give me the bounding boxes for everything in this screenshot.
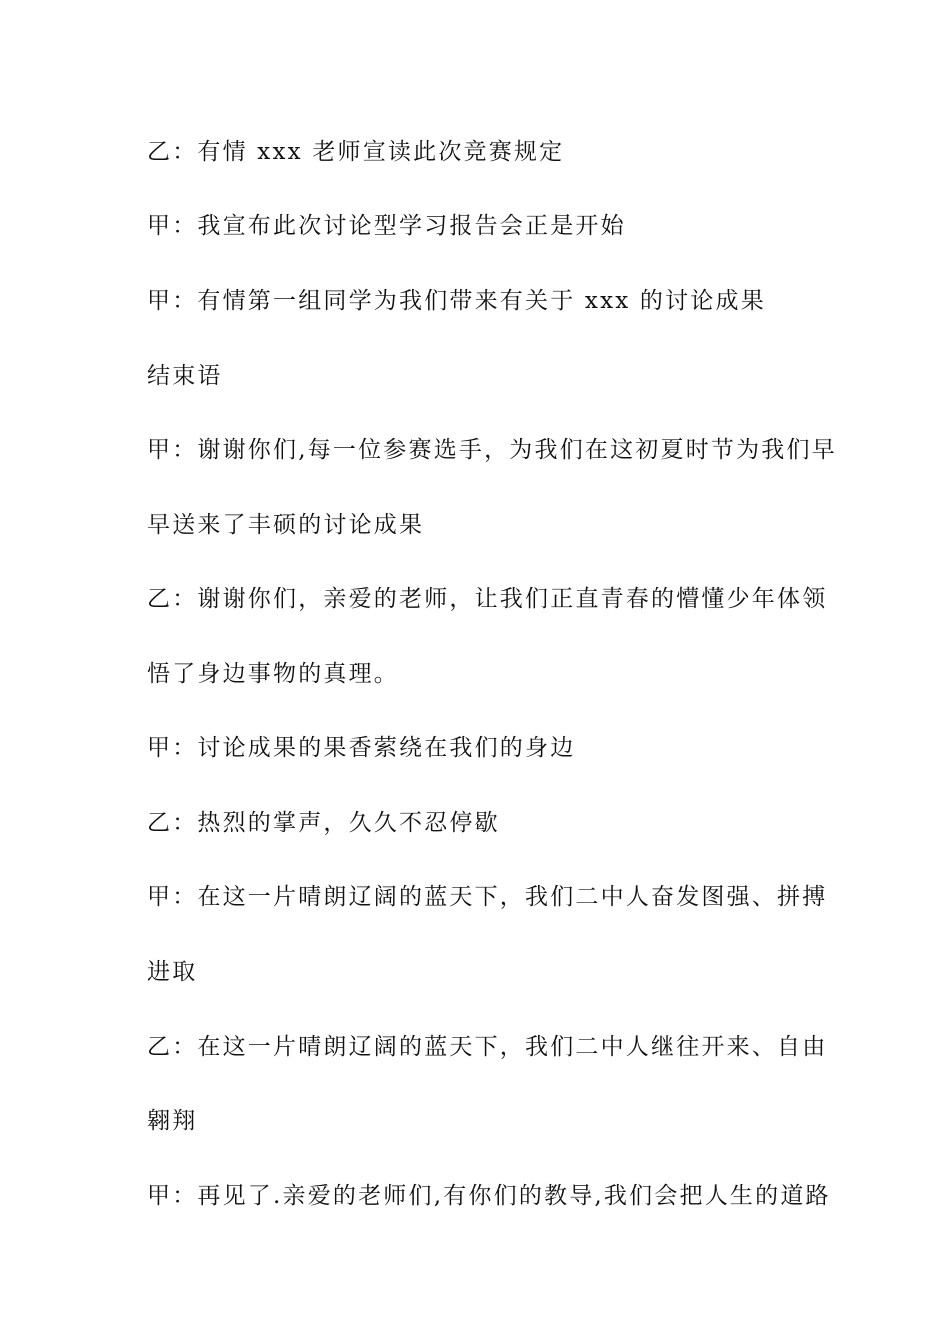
text-line: 乙：谢谢你们，亲爱的老师，让我们正直青春的懵懂少年体领 — [147, 586, 828, 612]
text-line: 乙：热烈的掌声，久久不忍停歇 — [147, 810, 500, 836]
text-line: 悟了身边事物的真理。 — [147, 661, 399, 687]
text-line: 乙：有情 xxx 老师宣读此次竞赛规定 — [147, 139, 565, 165]
text-line: 乙：在这一片晴朗辽阔的蓝天下，我们二中人继往开来、自由 — [147, 1034, 828, 1060]
text-line: 翱翔 — [147, 1108, 198, 1134]
text-line: 早送来了丰硕的讨论成果 — [147, 512, 425, 538]
text-line: 甲：讨论成果的果香萦绕在我们的身边 — [147, 735, 576, 761]
text-line: 甲：我宣布此次讨论型学习报告会正是开始 — [147, 213, 626, 239]
text-line: 甲：再见了.亲爱的老师们,有你们的教导,我们会把人生的道路 — [147, 1183, 831, 1209]
text-line: 甲：谢谢你们,每一位参赛选手，为我们在这初夏时节为我们早 — [147, 437, 837, 463]
text-line: 甲：在这一片晴朗辽阔的蓝天下，我们二中人奋发图强、拼搏 — [147, 884, 828, 910]
section-heading: 结束语 — [147, 363, 223, 389]
text-line: 甲：有情第一组同学为我们带来有关于 xxx 的讨论成果 — [147, 288, 766, 314]
text-line: 进取 — [147, 959, 198, 985]
